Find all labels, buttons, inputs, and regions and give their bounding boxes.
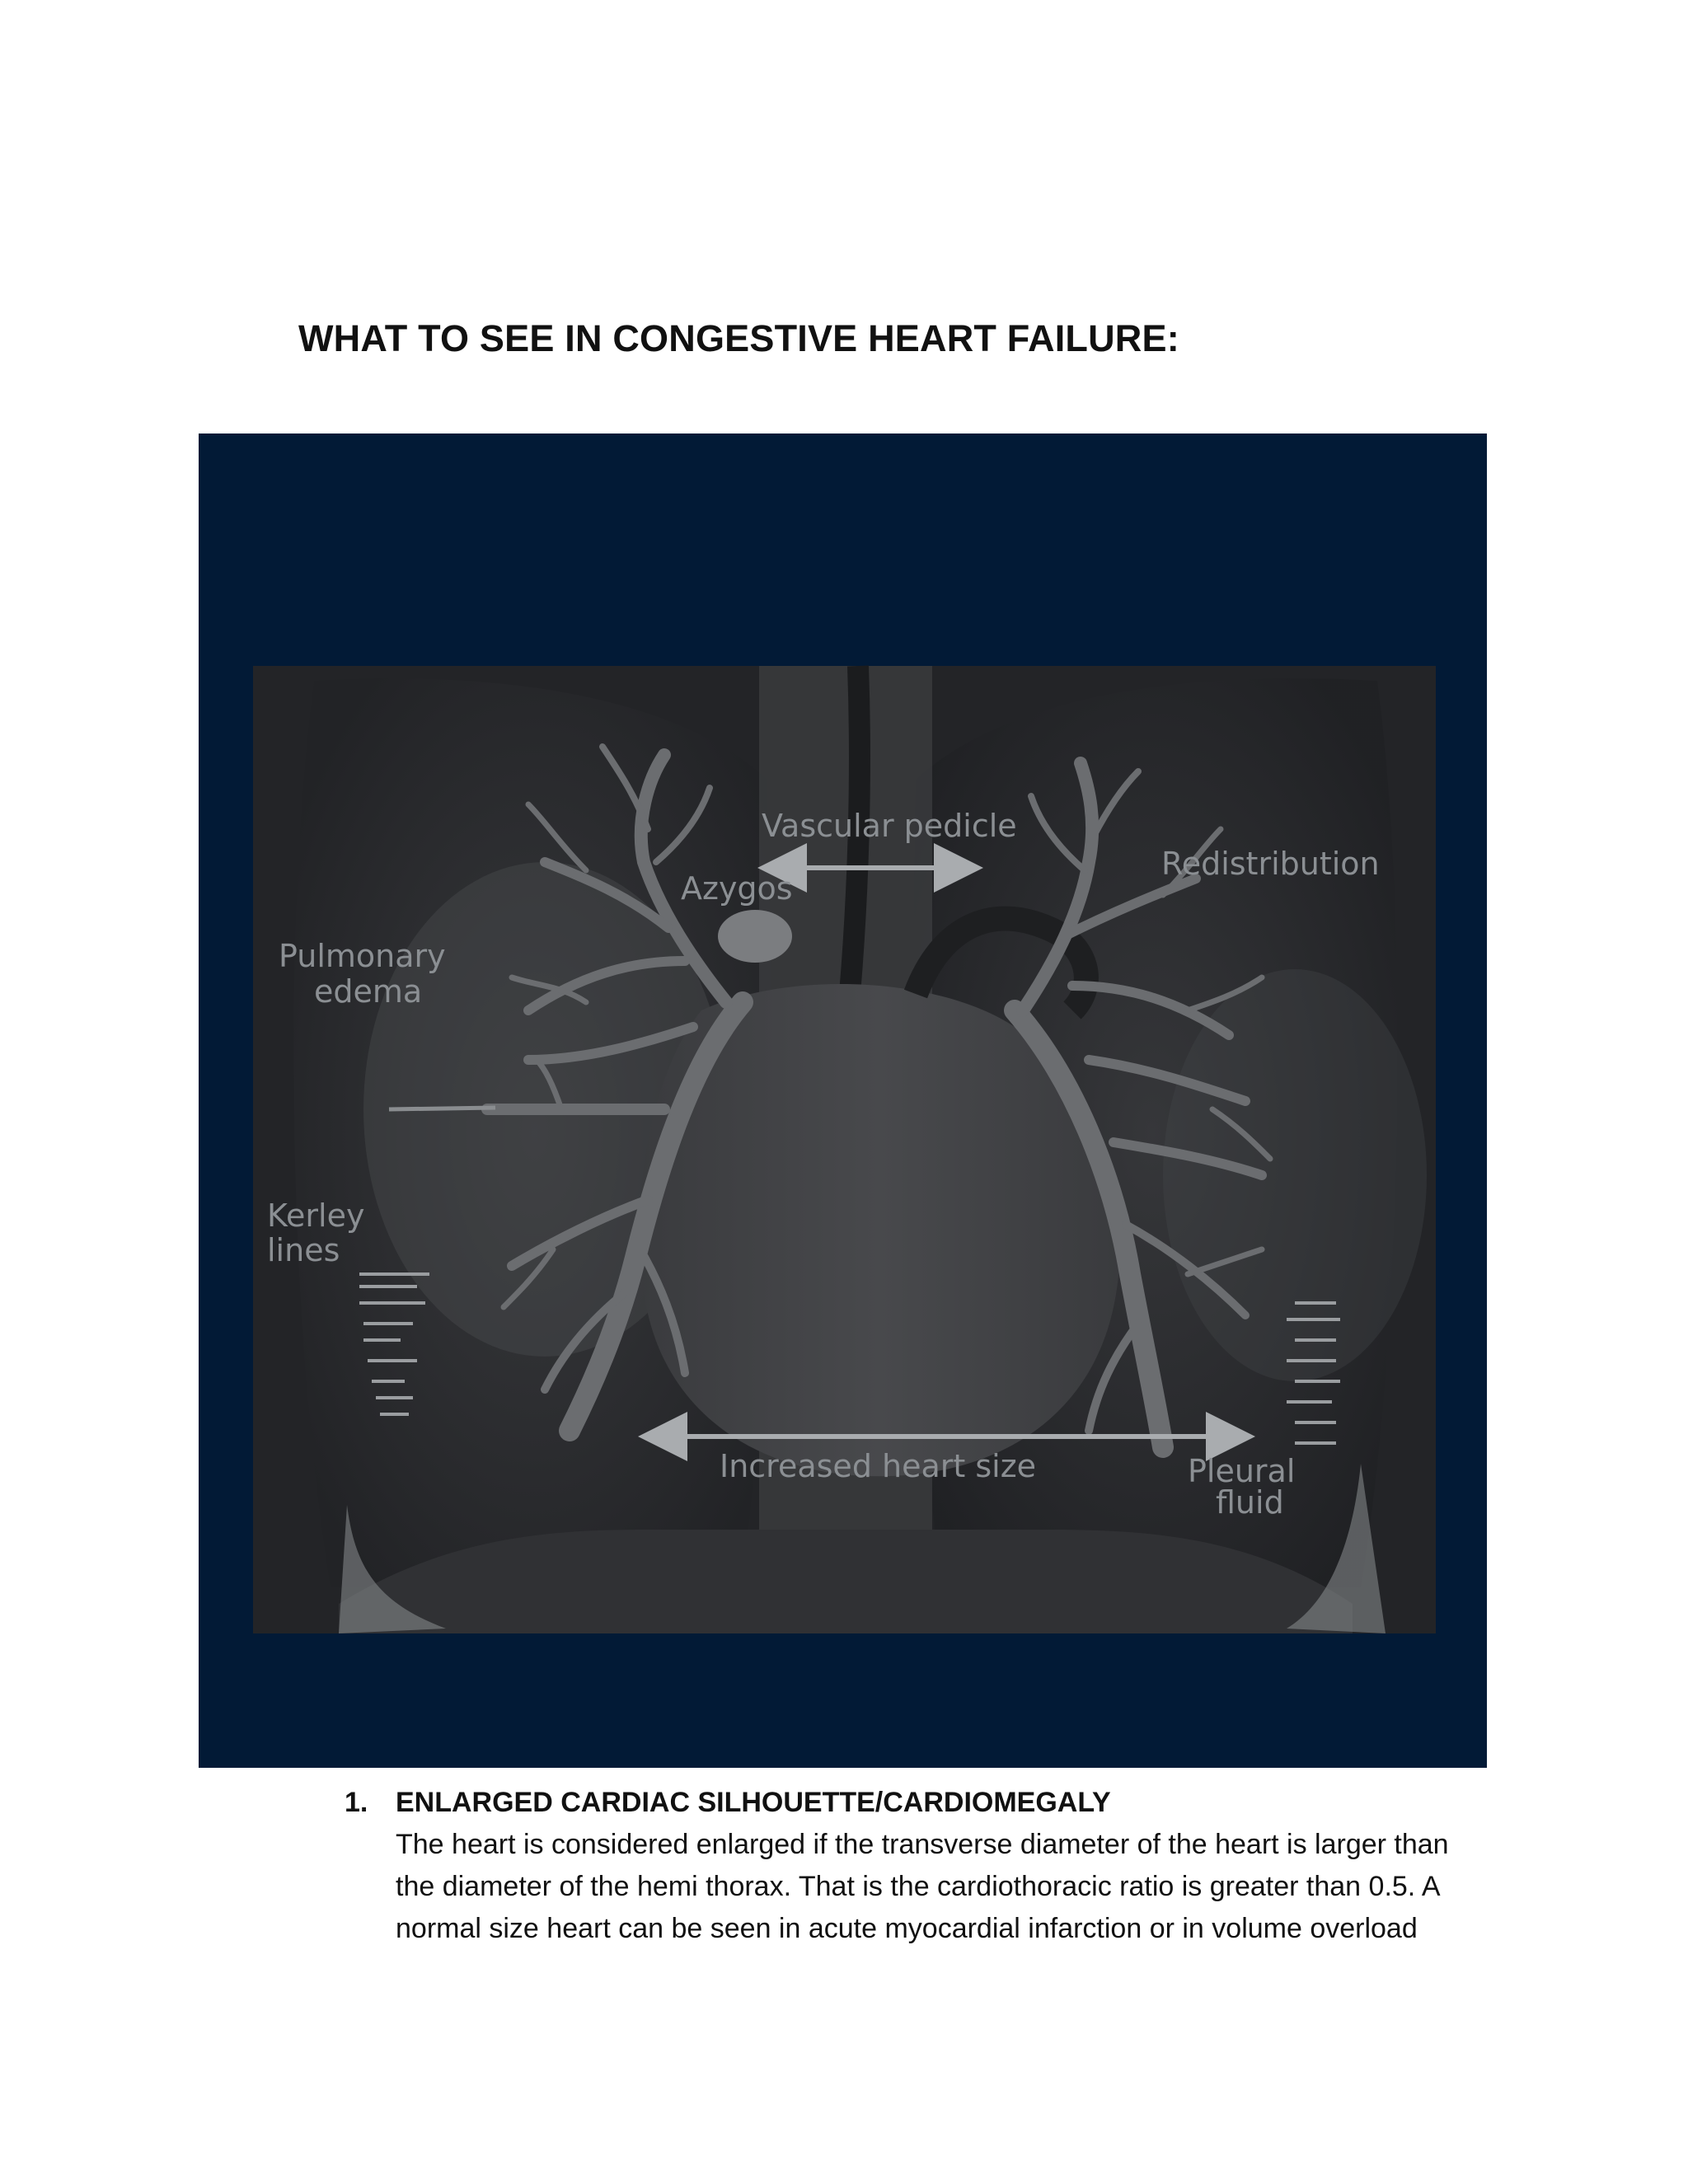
label-pulmonary: Pulmonary [279, 938, 446, 974]
chest-xray-figure [199, 434, 1487, 1768]
diaphragm [339, 1530, 1353, 1633]
edema-pointer [389, 1108, 495, 1109]
section-number: 1. [345, 1787, 368, 1818]
label-increased-heart-size: Increased heart size [720, 1448, 1037, 1484]
label-pleural: Pleural [1188, 1453, 1296, 1489]
section-cardiomegaly [345, 1782, 1498, 1950]
label-edema: edema [314, 973, 423, 1010]
label-fluid: fluid [1216, 1484, 1284, 1521]
page-title: WHAT TO SEE IN CONGESTIVE HEART FAILURE: [298, 317, 1179, 359]
chest-xray-illustration [199, 434, 1487, 1768]
label-redistribution: Redistribution [1161, 846, 1380, 882]
body-line: The heart is considered enlarged if the transverse diameter of the heart is larger than [396, 1829, 1449, 1860]
section-body [396, 1824, 1498, 1950]
label-kerley: Kerley [267, 1197, 365, 1234]
azygos-vein [718, 910, 792, 963]
body-line: normal size heart can be seen in acute myocardial infarction or in volume overload [396, 1913, 1418, 1944]
label-lines: lines [267, 1232, 340, 1268]
body-line: the diameter of the hemi thorax. That is the cardiothoracic ratio is greater than 0.5. A [396, 1871, 1441, 1902]
label-azygos: Azygos [681, 870, 793, 907]
label-vascular-pedicle: Vascular pedicle [762, 808, 1017, 844]
section-heading-text: ENLARGED CARDIAC SILHOUETTE/CARDIOMEGALY [396, 1787, 1111, 1818]
section-heading [345, 1782, 1498, 1824]
